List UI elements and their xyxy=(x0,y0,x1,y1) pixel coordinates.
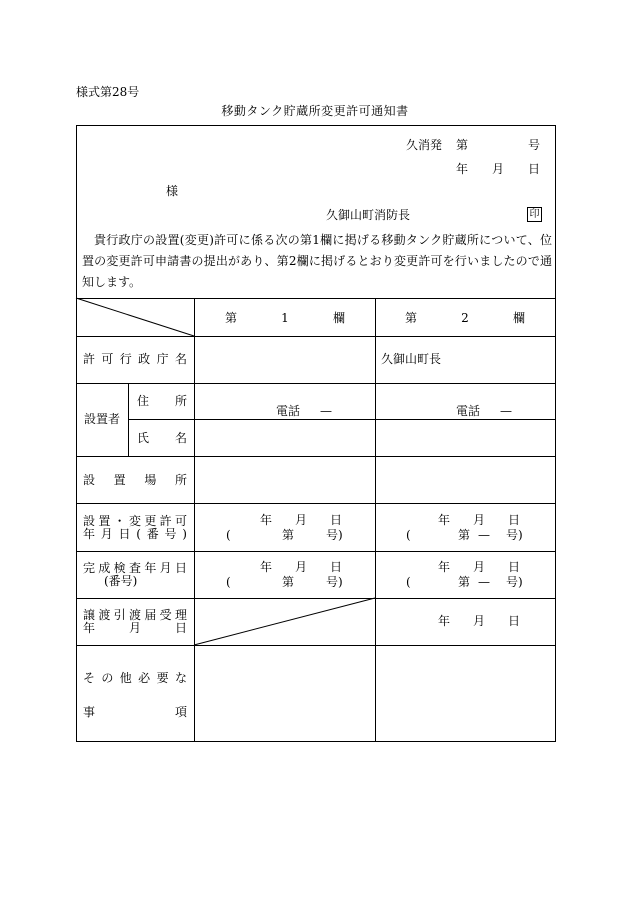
inspection-number-col2-close: 号) xyxy=(506,575,523,589)
permit-number-col1-close: 号) xyxy=(326,528,343,542)
permit-number-col1-dai: 第 xyxy=(282,528,295,542)
row-authority-col2-value: 久御山町長 xyxy=(381,352,442,366)
row-permit-label-line2: 年 月 日 ( 番 号 ) xyxy=(83,527,187,541)
issuer-name: 久御山町消防長 xyxy=(326,208,411,222)
row-transfer-label-line2: 年 月 日 xyxy=(83,621,187,635)
row-inspection-label-line1: 完 成 検 査 年 月 日 xyxy=(83,561,187,575)
permit-number-col2-close: 号) xyxy=(506,528,523,542)
document-title: 移動タンク貯蔵所変更許可通知書 xyxy=(221,104,409,118)
transfer-diagonal-line xyxy=(194,598,375,645)
permit-date-col2: 年 月 日 xyxy=(438,513,520,527)
permit-number-col2-open: ( xyxy=(406,528,411,542)
form-number: 様式第28号 xyxy=(76,85,140,99)
document-number-dai: 第 xyxy=(456,138,469,152)
seal-mark: 印 xyxy=(527,207,542,222)
date-day: 日 xyxy=(528,162,541,176)
row-other-label-line1: そ の 他 必 要 な xyxy=(83,671,187,685)
row-inspection-label-line2: (番号) xyxy=(104,574,138,588)
row-name-label: 氏 名 xyxy=(137,431,187,445)
column-2-header: 第 2 欄 xyxy=(405,311,525,325)
permit-number-col2-dai: 第 xyxy=(458,528,471,542)
date-month: 月 xyxy=(492,162,505,176)
header-diagonal-line xyxy=(76,298,194,336)
permit-number-col1-open: ( xyxy=(226,528,231,542)
inspection-date-col2: 年 月 日 xyxy=(438,560,520,574)
row-other-label-line2: 事 項 xyxy=(83,705,187,719)
document-number-go: 号 xyxy=(528,138,541,152)
inspection-number-col1-close: 号) xyxy=(326,575,343,589)
phone-col1: 電話 — xyxy=(276,404,333,418)
notification-body-text: 貴行政庁の設置(変更)許可に係る次の第1欄に掲げる移動タンク貯蔵所について、位置の変更許可申請書の提出があり、第2欄に掲げるとおり変更許可を行いましたので通知します。 xyxy=(82,233,552,289)
inspection-number-col1-dai: 第 xyxy=(282,575,295,589)
inspection-number-col1-open: ( xyxy=(226,575,231,589)
row-authority-label: 許 可 行 政 庁 名 xyxy=(83,352,187,366)
permit-number-col2-dash: — xyxy=(478,528,490,542)
inspection-number-col2-open: ( xyxy=(406,575,411,589)
inspection-date-col1: 年 月 日 xyxy=(260,560,342,574)
document-number-prefix: 久消発 xyxy=(406,138,443,152)
addressee-suffix: 様 xyxy=(166,184,179,198)
row-installer-label: 設置者 xyxy=(84,412,121,426)
row-address-label: 住 所 xyxy=(137,394,187,408)
row-permit-label-line1: 設 置 ・ 変 更 許 可 xyxy=(83,514,187,528)
phone-col2: 電話 — xyxy=(456,404,513,418)
column-1-header: 第 1 欄 xyxy=(225,311,345,325)
date-year: 年 xyxy=(456,162,469,176)
transfer-date-col2: 年 月 日 xyxy=(438,614,520,628)
row-location-label: 設 置 場 所 xyxy=(83,473,187,487)
permit-date-col1: 年 月 日 xyxy=(260,513,342,527)
inspection-number-col2-dai: 第 xyxy=(458,575,471,589)
inspection-number-col2-dash: — xyxy=(478,575,490,589)
row-transfer-label-line1: 譲 渡 引 渡 届 受 理 xyxy=(83,608,187,622)
